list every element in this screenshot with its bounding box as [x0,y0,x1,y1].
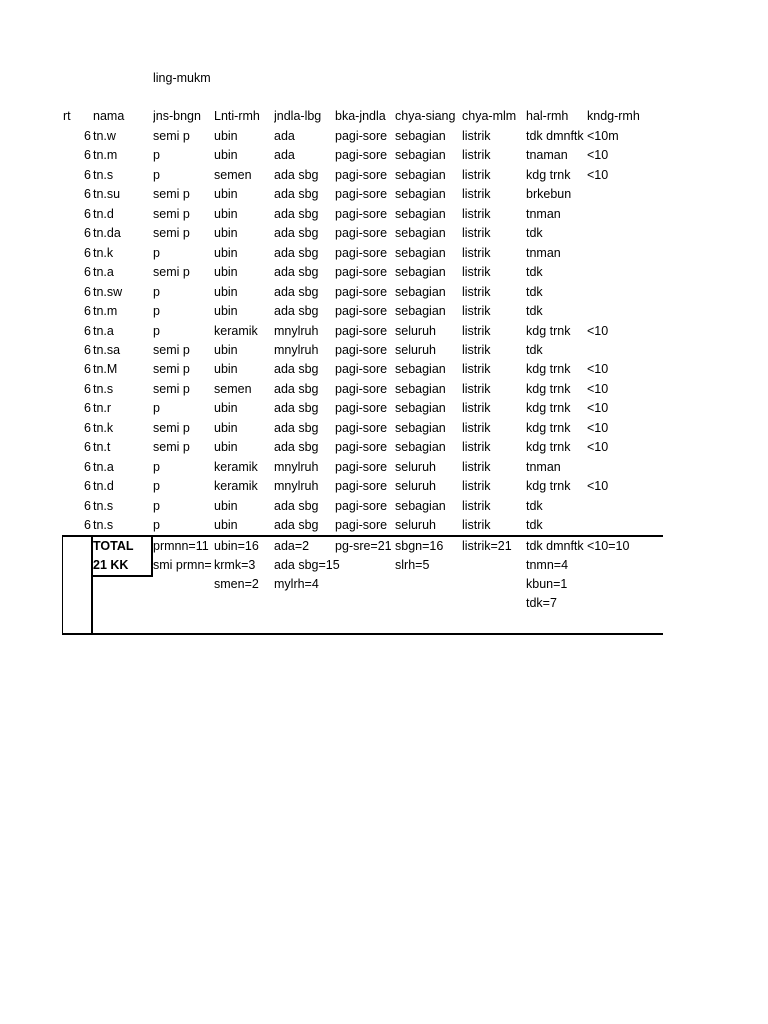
header-nama: nama [93,109,125,123]
cell-lnti-rmh: ubin [214,362,238,377]
cell-nama: tn.sw [93,284,123,299]
cell-kndg-rmh: <10 [587,362,609,377]
table-row [0,166,768,186]
cell-rt: 6 [84,440,91,455]
cell-chya-mlm: listrik [462,265,491,280]
cell-hal-rmh: kdg trnk [526,479,571,494]
cell-jndla-lbg: ada [274,148,295,163]
cell-chya-mlm: listrik [462,304,491,319]
table-row [0,185,768,205]
cell-chya-siang: sebagian [395,245,446,260]
cell-chya-siang: sebagian [395,148,446,163]
cell-chya-mlm: listrik [462,479,491,494]
total-kndg-1: <10=10 [587,539,630,553]
cell-hal-rmh: tnman [526,459,561,474]
cell-chya-mlm: listrik [462,148,491,163]
cell-lnti-rmh: ubin [214,518,238,532]
cell-jndla-lbg: ada sbg [274,420,319,435]
cell-bka-jndla: pagi-sore [335,342,388,357]
cell-chya-siang: seluruh [395,479,436,494]
cell-chya-mlm: listrik [462,129,491,143]
cell-jndla-lbg: ada [274,129,295,143]
cell-jns-bngn: semi p [153,265,190,280]
cell-jns-bngn: p [153,304,160,319]
cell-chya-mlm: listrik [462,362,491,377]
cell-kndg-rmh: <10 [587,440,609,455]
table-row [0,516,768,536]
cell-jndla-lbg: ada sbg [274,304,319,319]
cell-jndla-lbg: ada sbg [274,226,319,241]
totals-bottom-border [62,633,663,635]
total-siang-1: sbgn=16 [395,539,444,553]
cell-rt: 6 [84,362,91,377]
cell-hal-rmh: tdk [526,498,543,513]
cell-bka-jndla: pagi-sore [335,265,388,280]
cell-bka-jndla: pagi-sore [335,148,388,163]
table-row [0,458,768,478]
cell-lnti-rmh: keramik [214,459,258,474]
cell-rt: 6 [84,187,91,202]
cell-lnti-rmh: ubin [214,226,238,241]
cell-chya-siang: sebagian [395,362,446,377]
cell-rt: 6 [84,381,91,396]
cell-hal-rmh: tdk [526,342,543,357]
cell-nama: tn.d [93,479,114,494]
table-row [0,244,768,264]
cell-chya-mlm: listrik [462,245,491,260]
cell-hal-rmh: tdk [526,518,543,532]
cell-chya-siang: sebagian [395,401,446,416]
total-hal-1: tdk dmnftk [526,539,584,553]
cell-kndg-rmh: <10m [587,129,619,143]
cell-rt: 6 [84,226,91,241]
cell-nama: tn.s [93,518,114,532]
cell-hal-rmh: tnman [526,206,561,221]
cell-jndla-lbg: ada sbg [274,206,319,221]
total-jns-1: prmnn=11 [153,539,209,553]
total-mlm-1: listrik=21 [462,539,512,553]
cell-jndla-lbg: ada sbg [274,498,319,513]
cell-lnti-rmh: keramik [214,479,258,494]
table-row [0,360,768,380]
cell-chya-siang: sebagian [395,440,446,455]
total-jnd-1: ada=2 [274,539,310,553]
totals-row [0,594,768,614]
cell-chya-siang: seluruh [395,323,436,338]
cell-chya-mlm: listrik [462,381,491,396]
cell-chya-siang: sebagian [395,284,446,299]
cell-bka-jndla: pagi-sore [335,245,388,260]
sheet-title: ling-mukm [153,71,211,85]
cell-bka-jndla: pagi-sore [335,284,388,299]
cell-chya-mlm: listrik [462,206,491,221]
cell-chya-mlm: listrik [462,440,491,455]
cell-jns-bngn: p [153,459,160,474]
cell-jns-bngn: p [153,479,160,494]
cell-nama: tn.m [93,304,118,319]
total-lnt-2: krmk=3 [214,558,256,572]
cell-jndla-lbg: mnylruh [274,459,319,474]
cell-lnti-rmh: ubin [214,498,238,513]
cell-nama: tn.t [93,440,111,455]
cell-chya-siang: sebagian [395,304,446,319]
cell-lnti-rmh: ubin [214,401,238,416]
cell-kndg-rmh: <10 [587,148,609,163]
cell-chya-siang: sebagian [395,226,446,241]
cell-lnti-rmh: ubin [214,187,238,202]
header-chya-siang: chya-siang [395,109,456,123]
cell-bka-jndla: pagi-sore [335,479,388,494]
cell-jns-bngn: p [153,148,160,163]
header-rt: rt [63,109,71,123]
cell-chya-siang: seluruh [395,518,436,532]
cell-chya-mlm: listrik [462,284,491,299]
table-row [0,399,768,419]
cell-bka-jndla: pagi-sore [335,206,388,221]
cell-jns-bngn: semi p [153,362,190,377]
totals-row [0,556,768,576]
cell-rt: 6 [84,304,91,319]
cell-rt: 6 [84,342,91,357]
header-jndla-lbg: jndla-lbg [274,109,322,123]
cell-bka-jndla: pagi-sore [335,459,388,474]
cell-chya-siang: sebagian [395,129,446,143]
cell-jndla-lbg: ada sbg [274,265,319,280]
cell-jns-bngn: semi p [153,381,190,396]
cell-hal-rmh: tnaman [526,148,568,163]
cell-nama: tn.k [93,420,114,435]
cell-lnti-rmh: ubin [214,245,238,260]
cell-lnti-rmh: ubin [214,342,238,357]
cell-jns-bngn: p [153,323,160,338]
total-kk: 21 KK [93,558,129,572]
total-lnt-3: smen=2 [214,577,259,591]
cell-hal-rmh: tdk [526,226,543,241]
cell-jndla-lbg: mnylruh [274,323,319,338]
cell-bka-jndla: pagi-sore [335,440,388,455]
cell-jndla-lbg: ada sbg [274,518,319,532]
cell-chya-siang: sebagian [395,381,446,396]
cell-bka-jndla: pagi-sore [335,304,388,319]
cell-hal-rmh: tdk [526,304,543,319]
cell-jns-bngn: semi p [153,440,190,455]
cell-nama: tn.s [93,167,114,182]
table-row [0,302,768,322]
cell-jndla-lbg: ada sbg [274,401,319,416]
cell-rt: 6 [84,265,91,280]
cell-jns-bngn: semi p [153,342,190,357]
table-row [0,205,768,225]
cell-lnti-rmh: ubin [214,420,238,435]
cell-rt: 6 [84,401,91,416]
table-row [0,497,768,517]
cell-jndla-lbg: ada sbg [274,381,319,396]
cell-bka-jndla: pagi-sore [335,323,388,338]
cell-nama: tn.d [93,206,114,221]
cell-chya-mlm: listrik [462,226,491,241]
cell-nama: tn.m [93,148,118,163]
cell-kndg-rmh: <10 [587,381,609,396]
cell-lnti-rmh: keramik [214,323,258,338]
total-hal-4: tdk=7 [526,596,557,610]
cell-lnti-rmh: ubin [214,304,238,319]
cell-kndg-rmh: <10 [587,479,609,494]
header-lnti-rmh: Lnti-rmh [214,109,260,123]
cell-jndla-lbg: ada sbg [274,245,319,260]
cell-chya-siang: sebagian [395,206,446,221]
table-row [0,477,768,497]
header-kndg-rmh: kndg-rmh [587,109,640,123]
cell-chya-mlm: listrik [462,323,491,338]
cell-chya-mlm: listrik [462,342,491,357]
cell-hal-rmh: tdk dmnftk [526,129,584,143]
cell-lnti-rmh: ubin [214,284,238,299]
cell-rt: 6 [84,498,91,513]
cell-nama: tn.s [93,381,114,396]
cell-hal-rmh: tdk [526,265,543,280]
cell-rt: 6 [84,284,91,299]
totals-row [0,537,768,557]
cell-rt: 6 [84,167,91,182]
cell-nama: tn.da [93,226,121,241]
cell-kndg-rmh: <10 [587,323,609,338]
totals-row [0,575,768,595]
cell-chya-mlm: listrik [462,420,491,435]
cell-jns-bngn: semi p [153,187,190,202]
cell-jndla-lbg: ada sbg [274,187,319,202]
cell-chya-siang: seluruh [395,459,436,474]
cell-jns-bngn: p [153,284,160,299]
cell-bka-jndla: pagi-sore [335,420,388,435]
cell-chya-mlm: listrik [462,459,491,474]
cell-hal-rmh: kdg trnk [526,323,571,338]
cell-chya-mlm: listrik [462,498,491,513]
table-row [0,127,768,147]
total-hal-3: kbun=1 [526,577,568,591]
cell-jns-bngn: semi p [153,420,190,435]
cell-jns-bngn: semi p [153,129,190,143]
cell-chya-siang: sebagian [395,498,446,513]
cell-chya-mlm: listrik [462,518,491,532]
cell-nama: tn.w [93,129,116,143]
cell-lnti-rmh: semen [214,381,252,396]
cell-kndg-rmh: <10 [587,420,609,435]
cell-lnti-rmh: ubin [214,206,238,221]
cell-jndla-lbg: ada sbg [274,284,319,299]
cell-chya-siang: seluruh [395,342,436,357]
cell-hal-rmh: kdg trnk [526,401,571,416]
cell-rt: 6 [84,420,91,435]
cell-hal-rmh: kdg trnk [526,167,571,182]
cell-jns-bngn: p [153,167,160,182]
cell-kndg-rmh: <10 [587,401,609,416]
cell-jndla-lbg: ada sbg [274,362,319,377]
cell-bka-jndla: pagi-sore [335,498,388,513]
header-bka-jndla: bka-jndla [335,109,386,123]
cell-rt: 6 [84,129,91,143]
cell-jns-bngn: semi p [153,226,190,241]
cell-lnti-rmh: ubin [214,265,238,280]
table-row [0,263,768,283]
cell-hal-rmh: kdg trnk [526,420,571,435]
total-siang-2: slrh=5 [395,558,430,572]
cell-nama: tn.a [93,323,114,338]
header-jns-bngn: jns-bngn [153,109,201,123]
cell-bka-jndla: pagi-sore [335,129,388,143]
cell-chya-siang: sebagian [395,167,446,182]
header-row [0,107,768,127]
cell-nama: tn.r [93,401,112,416]
table-row [0,341,768,361]
header-hal-rmh: hal-rmh [526,109,569,123]
cell-jndla-lbg: mnylruh [274,342,319,357]
cell-lnti-rmh: ubin [214,129,238,143]
cell-lnti-rmh: semen [214,167,252,182]
cell-nama: tn.a [93,459,114,474]
table-row [0,224,768,244]
table-row [0,322,768,342]
cell-chya-siang: sebagian [395,420,446,435]
total-jnd-2: ada sbg=15 [274,558,340,572]
cell-chya-siang: sebagian [395,187,446,202]
cell-nama: tn.a [93,265,114,280]
cell-rt: 6 [84,245,91,260]
cell-jns-bngn: semi p [153,206,190,221]
cell-bka-jndla: pagi-sore [335,167,388,182]
cell-bka-jndla: pagi-sore [335,226,388,241]
total-lnt-1: ubin=16 [214,539,259,553]
cell-nama: tn.su [93,187,121,202]
cell-jndla-lbg: ada sbg [274,440,319,455]
cell-nama: tn.M [93,362,118,377]
cell-bka-jndla: pagi-sore [335,362,388,377]
cell-hal-rmh: kdg trnk [526,440,571,455]
total-bka-1: pg-sre=21 [335,539,392,553]
table-row [0,438,768,458]
cell-jns-bngn: p [153,401,160,416]
total-jns-2: smi prmn= [153,558,212,572]
cell-rt: 6 [84,459,91,474]
cell-lnti-rmh: ubin [214,148,238,163]
total-label: TOTAL [93,539,134,553]
cell-nama: tn.k [93,245,114,260]
cell-jns-bngn: p [153,498,160,513]
cell-bka-jndla: pagi-sore [335,187,388,202]
cell-kndg-rmh: <10 [587,167,609,182]
cell-hal-rmh: kdg trnk [526,381,571,396]
table-row [0,380,768,400]
cell-hal-rmh: kdg trnk [526,362,571,377]
cell-hal-rmh: tdk [526,284,543,299]
cell-hal-rmh: brkebun [526,187,572,202]
cell-jndla-lbg: ada sbg [274,167,319,182]
cell-jns-bngn: p [153,245,160,260]
table-row [0,146,768,166]
cell-chya-mlm: listrik [462,187,491,202]
total-jnd-3: mylrh=4 [274,577,319,591]
header-chya-mlm: chya-mlm [462,109,517,123]
cell-bka-jndla: pagi-sore [335,381,388,396]
total-hal-2: tnmn=4 [526,558,569,572]
cell-lnti-rmh: ubin [214,440,238,455]
cell-rt: 6 [84,518,91,532]
cell-hal-rmh: tnman [526,245,561,260]
cell-rt: 6 [84,206,91,221]
cell-jns-bngn: p [153,518,160,532]
table-row [0,419,768,439]
cell-chya-siang: sebagian [395,265,446,280]
cell-bka-jndla: pagi-sore [335,401,388,416]
cell-rt: 6 [84,479,91,494]
cell-rt: 6 [84,323,91,338]
cell-chya-mlm: listrik [462,401,491,416]
table-row [0,283,768,303]
cell-nama: tn.sa [93,342,121,357]
cell-bka-jndla: pagi-sore [335,518,388,532]
cell-chya-mlm: listrik [462,167,491,182]
cell-rt: 6 [84,148,91,163]
cell-nama: tn.s [93,498,114,513]
cell-jndla-lbg: mnylruh [274,479,319,494]
